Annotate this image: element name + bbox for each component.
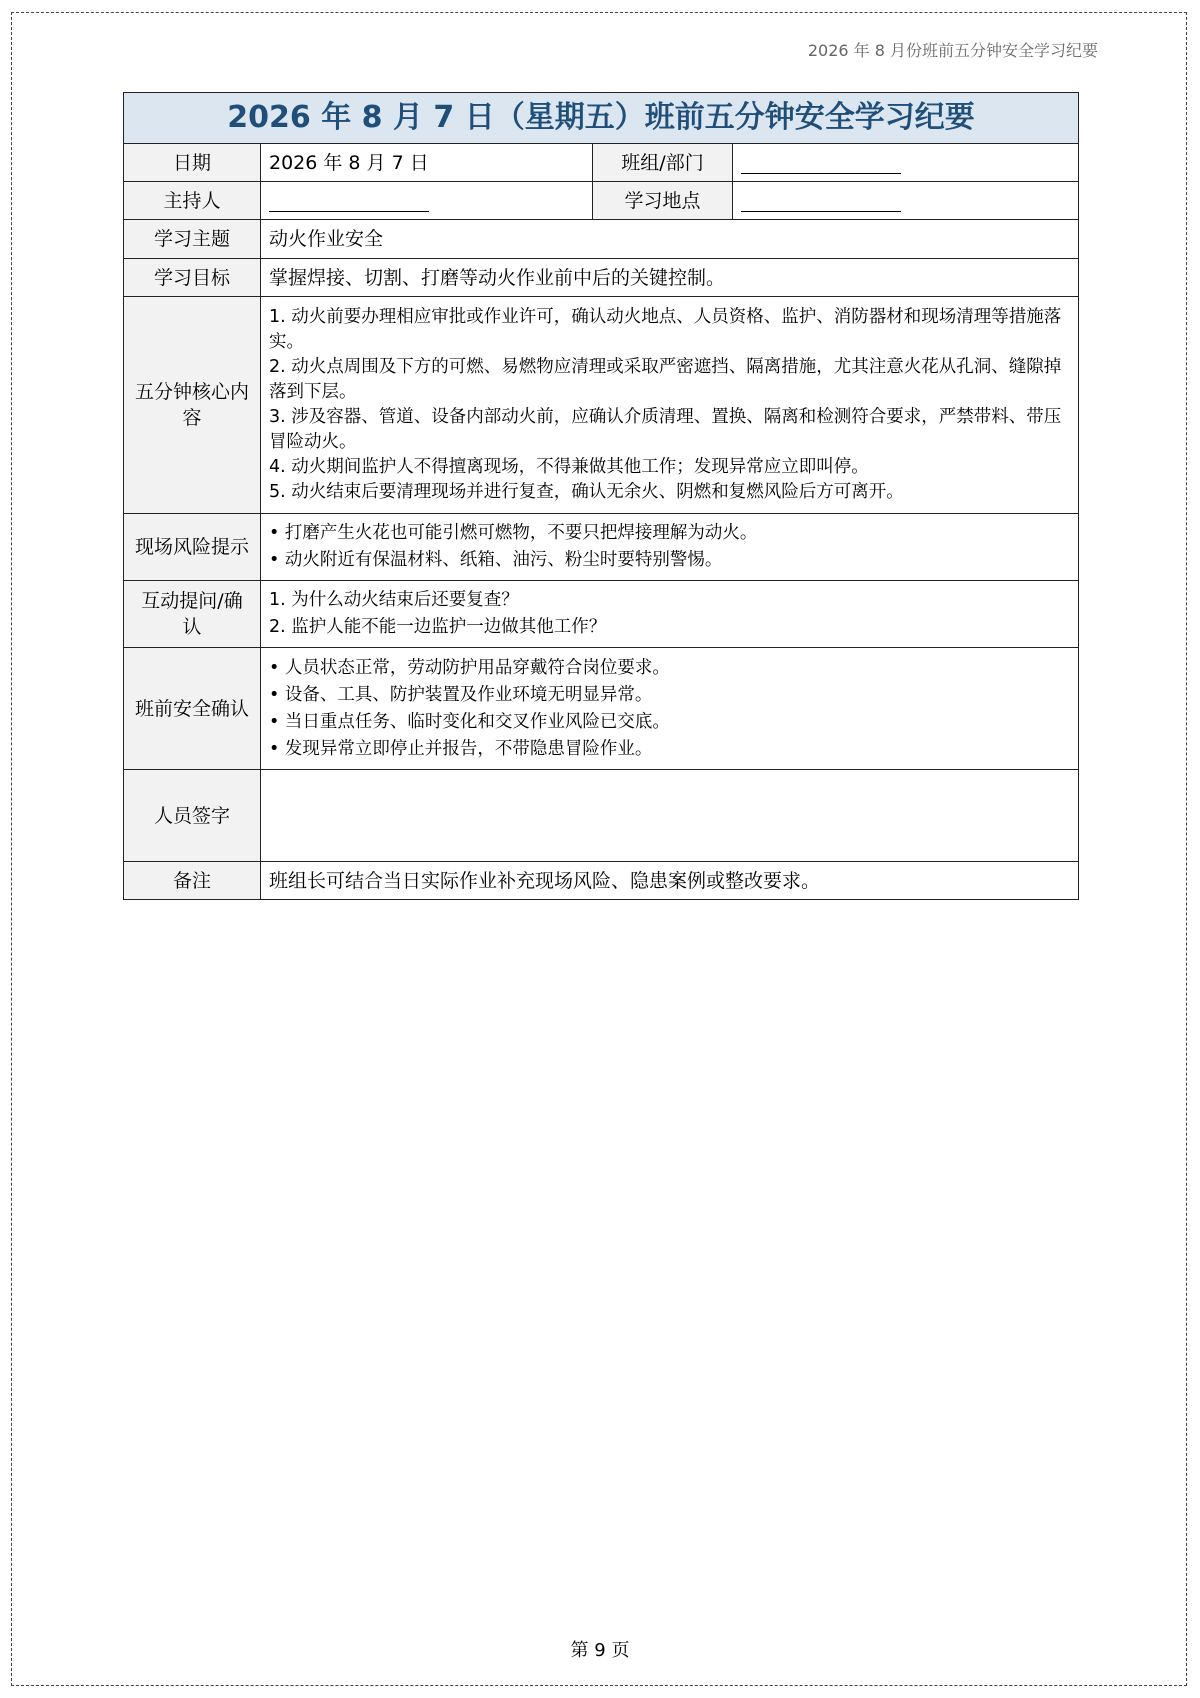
location-label: 学习地点: [593, 182, 733, 220]
location-blank-line: [741, 191, 901, 212]
qa-item: 1. 为什么动火结束后还要复查？: [269, 590, 519, 610]
remark-label: 备注: [124, 862, 261, 900]
goal-value: 掌握焊接、切割、打磨等动火作业前中后的关键控制。: [261, 259, 1079, 297]
minutes-table: [123, 92, 1079, 900]
date-label: 日期: [124, 144, 261, 182]
signature-label: 人员签字: [124, 770, 261, 862]
goal-label: 学习目标: [124, 259, 261, 297]
core-item: 5. 动火结束后要清理现场并进行复查，确认无余火、阴燃和复燃风险后方可离开。: [269, 482, 904, 502]
qa-label: 互动提问/确认: [124, 581, 261, 648]
date-value: 2026 年 8 月 7 日: [261, 144, 593, 182]
core-content: [261, 297, 1079, 514]
core-item: 2. 动火点周围及下方的可燃、易燃物应清理或采取严密遮挡、隔离措施，尤其注意火花从孔洞、缝隙掉落到下层。: [269, 357, 1062, 402]
host-field[interactable]: [261, 182, 593, 220]
form-title: 2026 年 8 月 7 日（星期五）班前五分钟安全学习纪要: [124, 93, 1079, 144]
team-blank-line: [741, 153, 901, 174]
header-note: 2026 年 8 月份班前五分钟安全学习纪要: [807, 41, 1098, 60]
signature-area[interactable]: [261, 770, 1079, 862]
risk-content: [261, 514, 1079, 581]
core-item: 4. 动火期间监护人不得擅离现场，不得兼做其他工作；发现异常应立即叫停。: [269, 457, 869, 477]
host-blank-line: [269, 191, 429, 212]
confirm-content: [261, 648, 1079, 770]
risk-item: • 动火附近有保温材料、纸箱、油污、粉尘时要特别警惕。: [269, 550, 723, 570]
team-field[interactable]: [733, 144, 1079, 182]
team-label: 班组/部门: [593, 144, 733, 182]
qa-content: [261, 581, 1079, 648]
remark-value: 班组长可结合当日实际作业补充现场风险、隐患案例或整改要求。: [261, 862, 1079, 900]
risk-label: 现场风险提示: [124, 514, 261, 581]
core-label: 五分钟核心内容: [124, 297, 261, 514]
risk-item: • 打磨产生火花也可能引燃可燃物，不要只把焊接理解为动火。: [269, 523, 758, 543]
confirm-item: • 当日重点任务、临时变化和交叉作业风险已交底。: [269, 711, 670, 732]
confirm-label: 班前安全确认: [124, 648, 261, 770]
confirm-item: • 设备、工具、防护装置及作业环境无明显异常。: [269, 684, 653, 705]
confirm-item: • 人员状态正常，劳动防护用品穿戴符合岗位要求。: [269, 657, 670, 678]
host-label: 主持人: [124, 182, 261, 220]
confirm-item: • 发现异常立即停止并报告，不带隐患冒险作业。: [269, 738, 653, 759]
page-number: 第 9 页: [570, 1640, 630, 1661]
topic-value: 动火作业安全: [261, 220, 1079, 259]
core-item: 3. 涉及容器、管道、设备内部动火前，应确认介质清理、置换、隔离和检测符合要求，严禁带料、带压冒险动火。: [269, 407, 1062, 452]
topic-label: 学习主题: [124, 220, 261, 259]
core-item: 1. 动火前要办理相应审批或作业许可，确认动火地点、人员资格、监护、消防器材和现场清理等措施落实。: [269, 307, 1062, 352]
qa-item: 2. 监护人能不能一边监护一边做其他工作？: [269, 617, 607, 637]
location-field[interactable]: [733, 182, 1079, 220]
